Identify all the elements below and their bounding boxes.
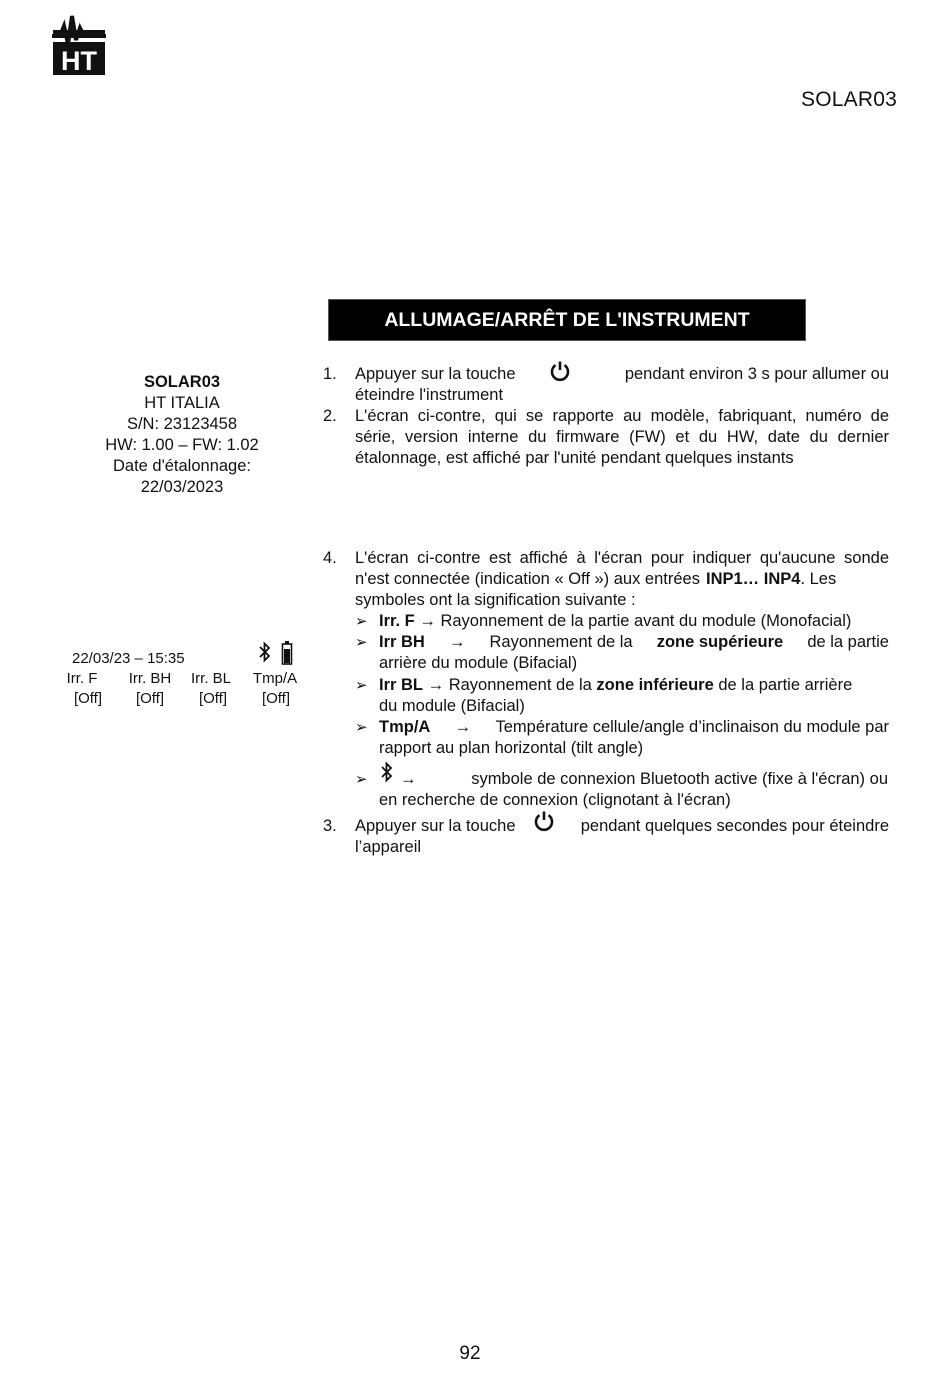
step-1-number: 1. xyxy=(323,365,337,383)
bullet-bluetooth-text-a: symbole de connexion Bluetooth active (fixe à l'écran) ou xyxy=(471,770,888,788)
bullet-bluetooth xyxy=(400,769,888,790)
value-tmp-a: [Off] xyxy=(261,690,291,707)
power-icon xyxy=(533,810,555,837)
step-3-number: 3. xyxy=(323,817,337,835)
step-4-line-2-text: n'est connectée (indication « Off ») aux entrées xyxy=(355,570,700,588)
bullet-irr-f-key: Irr. F xyxy=(379,612,415,630)
info-versions: HW: 1.00 – FW: 1.02 xyxy=(105,436,259,454)
arrow-icon: → xyxy=(419,612,436,630)
column-label-irr-bh: Irr. BH xyxy=(128,670,172,687)
status-datetime: 22/03/23 – 15:35 xyxy=(72,650,185,667)
bullet-irr-bh-key: Irr BH xyxy=(379,633,425,651)
info-serial: S/N: 23123458 xyxy=(126,415,238,433)
step-4-line-1: L'écran ci-contre est affiché à l'écran pour indiquer qu'aucune sonde xyxy=(355,549,889,567)
value-irr-bh: [Off] xyxy=(135,690,165,707)
column-label-tmp-a: Tmp/A xyxy=(252,670,298,687)
step-4-line-2-end-dot: . Les xyxy=(800,570,837,588)
bullet-irr-bh-zone: zone supérieure xyxy=(656,633,784,651)
bluetooth-icon xyxy=(258,640,272,668)
step-4-line-3: symboles ont la signification suivante : xyxy=(355,591,636,609)
logo-text: HT xyxy=(61,46,97,76)
arrow-icon: → xyxy=(454,718,472,736)
bullet-marker: ➢ xyxy=(355,613,368,630)
step-3-text-b: pendant quelques secondes pour éteindre xyxy=(580,817,889,835)
step-2-line-2: série, version interne du firmware (FW) et du HW, date du dernier xyxy=(355,428,889,446)
arrow-icon: → xyxy=(448,633,466,651)
battery-icon xyxy=(281,640,293,670)
bullet-irr-bh-text-d: arrière du module (Bifacial) xyxy=(379,654,578,672)
section-title: ALLUMAGE/ARRÊT DE L'INSTRUMENT xyxy=(329,300,805,340)
bullet-irr-bl-text-d: du module (Bifacial) xyxy=(379,697,525,715)
arrow-icon: → xyxy=(427,676,445,694)
bullet-irr-bh-text-c: de la partie xyxy=(807,633,889,651)
step-3-text-c: l’appareil xyxy=(355,838,422,856)
value-irr-f: [Off] xyxy=(73,690,103,707)
bullet-irr-bl-text-a: Rayonnement de la xyxy=(448,676,592,694)
bullet-marker: ➢ xyxy=(355,719,368,736)
bullet-irr-f-text: Rayonnement de la partie avant du module (Monofacial) xyxy=(440,612,852,630)
column-label-irr-f: Irr. F xyxy=(66,670,98,687)
bullet-irr-bl-text-c: de la partie arrière xyxy=(718,676,853,694)
bullet-marker: ➢ xyxy=(355,677,368,694)
bullet-irr-bl-key: Irr BL xyxy=(379,676,424,694)
step-1-text-a: Appuyer sur la touche xyxy=(355,365,516,383)
info-calibration-date: 22/03/2023 xyxy=(140,478,224,496)
probe-status-screen xyxy=(58,636,308,716)
step-4-inputs: INP1… INP4 xyxy=(705,570,801,588)
arrow-icon: → xyxy=(400,770,417,788)
bullet-tmp-a-text-b: rapport au plan horizontal (tilt angle) xyxy=(379,739,644,757)
ht-logo xyxy=(50,12,108,78)
bullet-bluetooth-text-b: en recherche de connexion (clignotant à l'écran) xyxy=(379,791,731,809)
bullet-irr-bh xyxy=(379,632,889,653)
step-2-line-1: L'écran ci-contre, qui se rapporte au modèle, fabriquant, numéro de xyxy=(355,407,889,425)
bullet-irr-bl xyxy=(379,675,889,696)
bullet-tmp-a xyxy=(379,717,889,738)
page-number: 92 xyxy=(459,1343,481,1364)
step-1-text-c: éteindre l'instrument xyxy=(355,386,504,404)
bluetooth-icon xyxy=(380,760,394,789)
bullet-marker: ➢ xyxy=(355,634,368,651)
power-icon xyxy=(549,360,571,387)
info-manufacturer: HT ITALIA xyxy=(144,394,220,412)
bullet-marker: ➢ xyxy=(355,771,368,788)
info-calibration-label: Date d'étalonnage: xyxy=(112,457,251,475)
bullet-irr-bl-zone: zone inférieure xyxy=(596,676,714,694)
step-3-text-a: Appuyer sur la touche xyxy=(355,817,516,835)
page-header-model: SOLAR03 xyxy=(801,88,897,111)
instrument-info-screen xyxy=(80,372,284,498)
bullet-irr-bh-text-a: Rayonnement de la xyxy=(489,633,633,651)
bullet-tmp-a-key: Tmp/A xyxy=(379,718,431,736)
column-label-irr-bl: Irr. BL xyxy=(190,670,231,687)
step-2-number: 2. xyxy=(323,407,337,425)
bullet-tmp-a-text-a: Température cellule/angle d’inclinaison du module par xyxy=(495,718,889,736)
step-2-line-3: étalonnage, est affiché par l'unité pendant quelques instants xyxy=(355,449,794,467)
step-4-line-2 xyxy=(355,569,889,590)
value-irr-bl: [Off] xyxy=(198,690,228,707)
info-model: SOLAR03 xyxy=(143,373,221,391)
step-1-text-b: pendant environ 3 s pour allumer ou xyxy=(624,365,889,383)
step-4-number: 4. xyxy=(323,549,337,567)
bullet-irr-f xyxy=(379,611,889,632)
